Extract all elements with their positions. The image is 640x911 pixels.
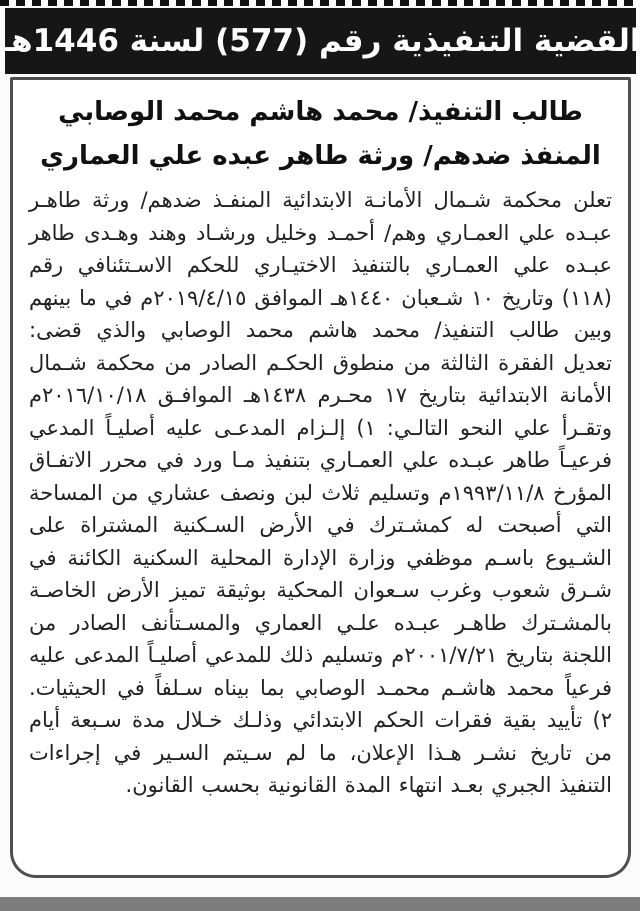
parties-block	[29, 90, 612, 178]
dashed-divider	[0, 0, 640, 6]
respondents-line: المنفذ ضدهم/ ورثة طاهر عبده علي العماري	[40, 141, 601, 171]
case-title: القضية التنفيذية رقم (577) لسنة 1446هـ	[0, 23, 640, 59]
case-title-bar	[0, 8, 640, 74]
applicant-line: طالب التنفيذ/ محمد هاشم محمد الوصابي	[58, 97, 583, 127]
page-bottom-rule	[0, 897, 640, 911]
notice-body: تعلن محكمة شـمال الأمانـة الابتدائية المنفـذ ضدهم/ ورثة طاهـر عبـده علي العمـاري وهم/ أحمـد وخليل ورشـاد وهند وهـدى طاهر عبـده علي العمـاري بالتنفيذ الاختيـاري للحكم الاسـتئنافي رقم (١١٨) وتاريخ ١٠ شـعبان ١٤٤٠هـ الموافق ٢٠١٩/٤/١٥م في ما بينهم وبين طالب التنفيذ/ محمد هاشم محمد الوصابي والذي قضى: تعديل الفقرة الثالثة من منطوق الحكـم الصادر من محكمة شـمال الأمانة الابتدائية بتاريخ ١٧ محـرم ١٤٣٨هـ الموافـق ٢٠١٦/١٠/١٨م وتقـرأ علي النحو التالـي: ١) إلـزام المدعـى عليه أصليـاً المدعي فرعيـاً طاهر عبـده علي العمـاري بتنفيذ مـا ورد في محرر الاتفـاق المؤرخ ١٩٩٣/١١/٨م وتسليم ثلاث لبن ونصف عشاري من المساحة التي أصبحت له كمشـترك في الأرض السـكنية المشتراة على الشـيوع باسـم موظفي وزارة الإدارة المحلية السكنية الكائنة في شـرق شعوب وغرب سـعوان المحكية بوثيقة تميز الأرض الخاصـة بالمشـترك طاهـر عبـده علـي العماري والمسـتأنف الصادر من اللجنة بتاريخ ٢٠٠١/٧/٢١م وتسليم ذلك للمدعي أصليـاً المدعى عليه فرعياً محمد هاشـم محمـد الوصابي بما بيناه سـلفاً في الحيثيات. ٢) تأييد بقية فقرات الحكم الابتدائي وذلـك خـلال مدة سـبعة أيام من تاريخ نشـر هـذا الإعلان، ما لم سـيتم السـير في إجراءات التنفيذ الجبري بعـد انتهاء المدة القانونية بحسب القانون.	[29, 188, 612, 797]
notice-box	[10, 77, 631, 878]
